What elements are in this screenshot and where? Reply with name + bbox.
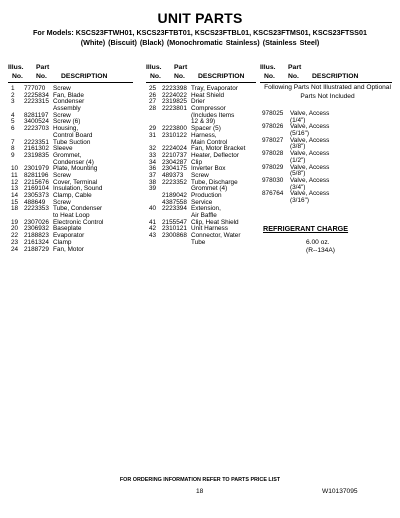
list-item — [262, 198, 392, 205]
part-description: Production — [191, 192, 222, 199]
part-description: Valve, Access — [290, 123, 330, 131]
header-part-no: No. — [288, 73, 299, 80]
illus-number: 34 — [149, 158, 157, 166]
part-number: 2224024 — [162, 145, 187, 153]
part-description: Fan, Motor Bracket — [191, 145, 246, 153]
part-description: 12 & 39) — [191, 118, 216, 126]
header-description: DESCRIPTION — [198, 73, 245, 80]
part-number: 2304175 — [162, 165, 187, 173]
part-description: Grommet (4) — [191, 185, 228, 193]
model-list: For Models: KSCS23FTWH01, KSCS23FTBT01, KSCS23FTBL01, KSCS23FTMS01, KSCS23FTSS01 — [33, 28, 367, 37]
part-number: 2189042 — [162, 192, 187, 199]
part-description: (1/4") — [290, 116, 306, 124]
part-description: Plate, Mounting — [53, 165, 98, 173]
part-description: Housing, — [53, 125, 79, 133]
part-description: Evaporator — [53, 232, 85, 240]
part-number: 2224022 — [162, 91, 187, 99]
part-description: Screw — [53, 171, 71, 179]
list-item — [262, 151, 392, 158]
header-part: Part — [174, 64, 188, 71]
part-description: Clip — [191, 158, 203, 166]
header-part: Part — [288, 64, 302, 71]
part-description: Service — [191, 198, 213, 206]
part-number: 2223353 — [24, 205, 49, 213]
part-description: Tube — [191, 238, 206, 246]
part-number: 2169104 — [24, 185, 49, 193]
part-description: (1/2") — [290, 156, 306, 164]
part-number: 2300868 — [162, 232, 187, 240]
header-illus-no: No. — [12, 73, 23, 80]
part-number: 8281196 — [24, 171, 49, 179]
divider-middle — [146, 82, 256, 83]
part-number: 2215676 — [24, 178, 49, 186]
part-number: 978025 — [262, 110, 284, 117]
illus-number: 22 — [11, 232, 19, 240]
part-number: 2223398 — [162, 85, 187, 92]
part-description: Extension, — [191, 205, 221, 213]
part-description: Valve, Access — [290, 163, 330, 171]
part-description: Compressor — [191, 105, 226, 113]
illus-number: 43 — [149, 232, 157, 240]
illus-number: 3 — [11, 98, 15, 106]
illus-number: 5 — [11, 118, 15, 126]
part-description: (3/16") — [290, 196, 309, 204]
ordering-note: FOR ORDERING INFORMATION REFER TO PARTS PRICE LIST — [119, 477, 281, 483]
part-number: 2310121 — [162, 225, 187, 233]
page-title: UNIT PARTS — [157, 10, 243, 26]
illus-number: 2 — [11, 91, 15, 99]
part-number: 978026 — [262, 123, 284, 131]
access-valve-list — [262, 111, 392, 205]
part-number: 2304287 — [162, 158, 187, 166]
part-description: (3/8") — [290, 143, 306, 151]
part-description: Clip, Heat Shield — [191, 218, 239, 226]
illus-number: 8 — [11, 145, 15, 153]
illus-number: 14 — [11, 192, 19, 199]
illus-number: 36 — [149, 165, 157, 173]
divider-left — [8, 82, 133, 83]
part-description: (Includes Items — [191, 111, 235, 119]
illus-number: 27 — [149, 98, 157, 106]
illus-number: 33 — [149, 151, 157, 159]
part-description: Electronic Control — [53, 218, 104, 226]
illus-number: 19 — [11, 218, 19, 226]
illus-number: 18 — [11, 205, 19, 213]
header-illus: Illus. — [260, 64, 276, 71]
part-description: Tube, Condenser — [53, 205, 103, 213]
part-number: 2310122 — [162, 131, 187, 139]
part-number: 2210737 — [162, 151, 187, 159]
illus-number: 25 — [149, 85, 157, 92]
refrigerant-values — [306, 239, 335, 255]
part-description: Heater, Deflector — [191, 151, 239, 159]
illus-number: 39 — [149, 185, 157, 193]
part-description: Valve, Access — [290, 190, 330, 198]
part-description: Grommet, — [53, 151, 82, 159]
part-number: 777070 — [24, 85, 46, 92]
illus-number: 37 — [149, 171, 157, 179]
part-number: 2161302 — [24, 145, 49, 153]
part-number: 2223394 — [162, 205, 187, 213]
part-description: Condenser — [53, 98, 85, 106]
list-item — [146, 240, 258, 247]
page-number: 18 — [196, 488, 204, 495]
part-description: Assembly — [53, 105, 81, 113]
part-description: Condenser (4) — [53, 158, 94, 166]
part-description: Control Board — [53, 131, 93, 139]
illus-number: 28 — [149, 105, 157, 113]
illus-number: 13 — [11, 185, 19, 193]
part-number: 978028 — [262, 150, 284, 158]
header-illus: Illus. — [146, 64, 162, 71]
illus-number: 32 — [149, 145, 157, 153]
part-number: 2223352 — [162, 178, 187, 186]
illus-number: 9 — [11, 151, 15, 159]
part-description: Screw — [191, 171, 209, 179]
part-number: 2306932 — [24, 225, 49, 233]
part-description: Screw (6) — [53, 118, 81, 126]
part-description: Valve, Access — [290, 150, 330, 158]
part-number: 2223703 — [24, 125, 49, 133]
illus-number: 23 — [11, 238, 19, 246]
part-description: Sleeve — [53, 145, 73, 153]
header-part-no: No. — [174, 73, 185, 80]
illus-number: 10 — [11, 165, 19, 173]
illus-number: 26 — [149, 91, 157, 99]
parts-list-middle — [146, 86, 258, 247]
illus-number: 6 — [11, 125, 15, 133]
part-number: 2223801 — [162, 105, 187, 113]
refrigerant-type: (R--134A) — [306, 247, 335, 254]
part-number: 2223315 — [24, 98, 49, 106]
color-list: (White) (Biscuit) (Black) (Monochromatic Stainless) (Stainless Steel) — [80, 38, 320, 47]
part-description: Unit Harness — [191, 225, 228, 233]
part-description: Cover, Terminal — [53, 178, 98, 186]
part-description: Insulation, Sound — [53, 185, 103, 193]
part-description: Spacer (5) — [191, 125, 221, 133]
header-part-no: No. — [36, 73, 47, 80]
part-number: 2319825 — [162, 98, 187, 106]
part-description: Baseplate — [53, 225, 82, 233]
part-number: 489373 — [162, 171, 184, 179]
part-number: 2319835 — [24, 151, 49, 159]
part-number: 8281197 — [24, 111, 49, 119]
part-number: 2161324 — [24, 238, 49, 246]
part-number: 488649 — [24, 198, 46, 206]
part-number: 876764 — [262, 190, 284, 198]
part-description: Drier — [191, 98, 205, 106]
part-description: Main Control — [191, 138, 228, 146]
header-illus: Illus. — [8, 64, 24, 71]
illus-number: 1 — [11, 85, 15, 92]
part-description: Valve, Access — [290, 110, 330, 117]
illus-number: 4 — [11, 111, 15, 119]
part-description: to Heat Loop — [53, 212, 90, 220]
part-number: 978029 — [262, 163, 284, 171]
illus-number: 38 — [149, 178, 157, 186]
part-description: Connector, Water — [191, 232, 241, 240]
part-number: 2301979 — [24, 165, 49, 173]
illus-number: 42 — [149, 225, 157, 233]
part-number: 4387558 — [162, 198, 187, 206]
header-description: DESCRIPTION — [61, 73, 108, 80]
part-description: Screw — [53, 85, 71, 92]
part-description: Inverter Box — [191, 165, 226, 173]
part-number: 2223351 — [24, 138, 49, 146]
parts-list-left — [8, 86, 133, 253]
illus-number: 20 — [11, 225, 19, 233]
header-illus-no: No. — [150, 73, 161, 80]
list-item — [262, 191, 392, 198]
part-number: 2307026 — [24, 218, 49, 226]
list-item — [262, 138, 392, 145]
illus-number: 15 — [11, 198, 19, 206]
illus-number: 7 — [11, 138, 15, 146]
part-description: Fan, Motor — [53, 245, 84, 253]
part-number: 2225834 — [24, 91, 49, 99]
list-item — [262, 124, 392, 131]
part-number: 3400524 — [24, 118, 49, 126]
part-description: Valve, Access — [290, 136, 330, 144]
list-item — [262, 111, 392, 118]
part-number: 2155547 — [162, 218, 187, 226]
illus-number: 29 — [149, 125, 157, 133]
illus-number: 40 — [149, 205, 157, 213]
part-description: (3/4") — [290, 183, 306, 191]
not-illustrated-note: Following Parts Not Illustrated and Optional Parts Not Included — [264, 84, 391, 100]
part-description: Screw — [53, 198, 71, 206]
part-description: Clamp — [53, 238, 72, 246]
document-number: W10137095 — [322, 488, 358, 495]
part-number: 2188729 — [24, 245, 49, 253]
part-description: Air Baffle — [191, 212, 217, 220]
part-description: (5/8") — [290, 170, 306, 178]
header-description: DESCRIPTION — [312, 73, 359, 80]
illus-number: 11 — [11, 171, 18, 179]
illus-number: 31 — [149, 131, 157, 139]
part-description: (5/16") — [290, 130, 309, 138]
part-description: Tube, Discharge — [191, 178, 238, 186]
illus-number: 41 — [149, 218, 157, 226]
part-number: 978027 — [262, 136, 284, 144]
part-number: 2305373 — [24, 192, 49, 199]
part-description: Heat Shield — [191, 91, 225, 99]
illus-number: 12 — [11, 178, 19, 186]
list-item — [262, 178, 392, 185]
part-description: Valve, Access — [290, 176, 330, 184]
part-description: Screw — [53, 111, 71, 119]
refrigerant-heading: REFRIGERANT CHARGE — [263, 224, 349, 233]
part-description: Tray, Evaporator — [191, 85, 238, 92]
part-number: 2223800 — [162, 125, 187, 133]
list-item — [8, 247, 133, 254]
part-description: Harness, — [191, 131, 217, 139]
part-description: Fan, Blade — [53, 91, 84, 99]
list-item — [262, 165, 392, 172]
part-description: Clamp, Cable — [53, 192, 92, 199]
header-illus-no: No. — [264, 73, 275, 80]
illus-number: 24 — [11, 245, 19, 253]
part-number: 2188823 — [24, 232, 49, 240]
refrigerant-amount: 6.00 oz. — [306, 239, 330, 246]
header-part: Part — [36, 64, 50, 71]
part-number: 978030 — [262, 176, 284, 184]
divider-right — [260, 82, 392, 83]
part-description: Tube Suction — [53, 138, 91, 146]
